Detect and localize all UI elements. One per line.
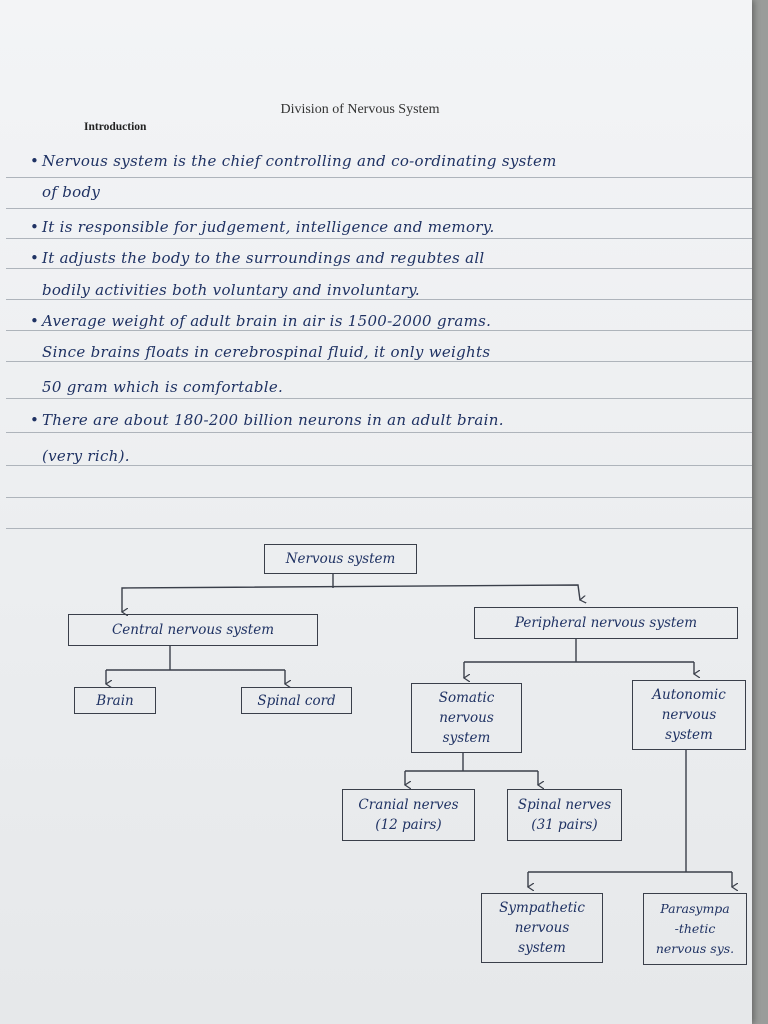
connector-line — [122, 585, 580, 600]
node-autonomic-nervous-system: Autonomic nervous system — [632, 680, 746, 750]
note-text: Since brains floats in cerebrospinal fluid, it only weights — [42, 343, 491, 361]
bullet-icon: • — [30, 249, 40, 267]
node-spinal-cord: Spinal cord — [241, 687, 352, 714]
node-somatic-nervous-system: Somatic nervous system — [411, 683, 522, 753]
node-sympathetic-nervous-system: Sympathetic nervous system — [481, 893, 603, 963]
node-central-nervous-system: Central nervous system — [68, 614, 318, 646]
section-heading: Introduction — [84, 121, 147, 133]
note-text: 50 gram which is comfortable. — [42, 378, 284, 396]
note-text: It is responsible for judgement, intelligence and memory. — [42, 218, 495, 236]
note-text: It adjusts the body to the surroundings and regubtes all — [42, 249, 485, 267]
bullet-icon: • — [30, 218, 40, 236]
note-text: bodily activities both voluntary and involuntary. — [42, 281, 420, 299]
note-text: There are about 180-200 billion neurons in an adult brain. — [42, 411, 504, 429]
bullet-icon: • — [30, 411, 40, 429]
page-title: Division of Nervous System — [280, 102, 440, 117]
node-peripheral-nervous-system: Peripheral nervous system — [474, 607, 738, 639]
bullet-icon: • — [30, 312, 40, 330]
bullet-icon: • — [30, 152, 40, 170]
note-text: Average weight of adult brain in air is 1500-2000 grams. — [42, 312, 492, 330]
note-text: of body — [42, 183, 101, 201]
note-text: Nervous system is the chief controlling and co-ordinating system — [42, 152, 557, 170]
node-cranial-nerves: Cranial nerves (12 pairs) — [342, 789, 475, 841]
node-parasympathetic-nervous-system: Parasympa -thetic nervous sys. — [643, 893, 747, 965]
node-brain: Brain — [74, 687, 156, 714]
note-text: (very rich). — [42, 447, 130, 465]
node-nervous-system: Nervous system — [264, 544, 417, 574]
node-spinal-nerves: Spinal nerves (31 pairs) — [507, 789, 622, 841]
